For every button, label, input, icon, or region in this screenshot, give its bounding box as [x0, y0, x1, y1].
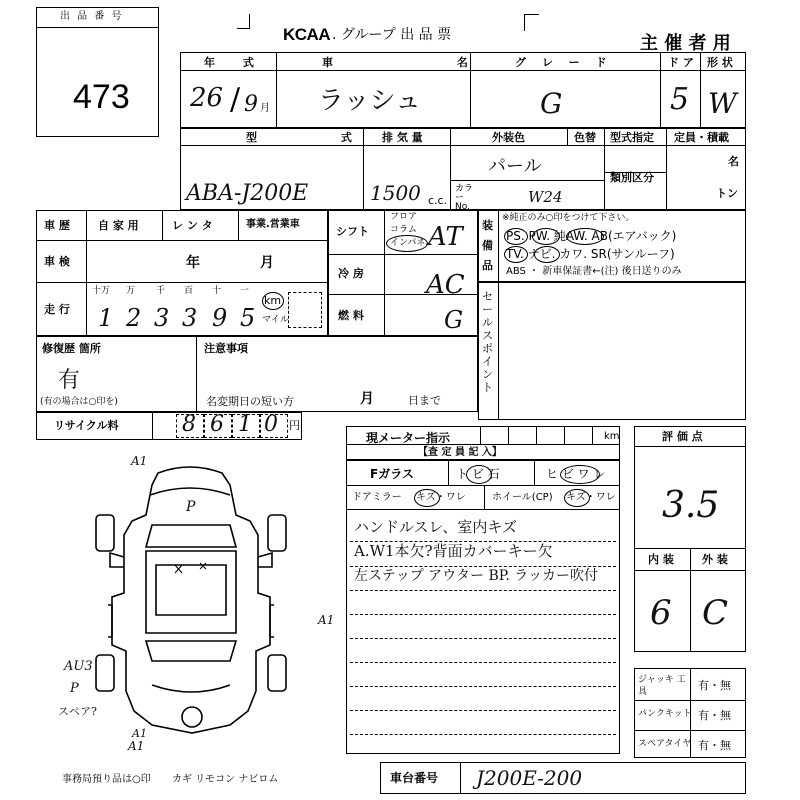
- office-items-note: 事務局預り品は○印: [62, 774, 151, 785]
- fuel-value: G: [444, 306, 464, 334]
- cc-unit: c.c.: [428, 194, 448, 207]
- month-value: 9: [244, 92, 258, 117]
- mileage-dashed-box: [288, 292, 322, 328]
- mileage-label: 走 行: [44, 303, 70, 316]
- equip-circle-navi[interactable]: [534, 246, 560, 263]
- car-name-value: ラッシュ: [318, 86, 421, 116]
- aircon-label: 冷 房: [338, 267, 364, 280]
- wheel-label: ホイール(CP): [492, 492, 553, 503]
- color-change-label: 色替: [574, 131, 596, 144]
- color-value: パール: [488, 156, 542, 177]
- meter-km-unit: km: [604, 431, 620, 442]
- form-title: . グループ 出 品 票: [332, 27, 452, 43]
- kcaa-logo: KCAA: [283, 25, 331, 44]
- equip-circle-pw[interactable]: [532, 228, 560, 245]
- digit-label-100: 百: [184, 286, 194, 296]
- mirror-scratch-circle: [414, 489, 440, 507]
- chassis-value: J200E-200: [476, 766, 583, 790]
- fuel-label: 燃 料: [338, 309, 364, 322]
- recycle-digit-3: 1: [238, 412, 252, 437]
- exterior-label: 外 装: [702, 553, 728, 566]
- equipment-line-1: PS. PW. 純AW. AB(エアバック): [506, 229, 677, 243]
- car-name-label: 車 名: [322, 56, 528, 69]
- door-label: ド ア: [668, 56, 694, 69]
- inspection-year-unit: 年: [186, 255, 200, 271]
- exterior-color-label: 外装色: [492, 131, 525, 144]
- comment-line-3: 左ステップ アウター BP. ラッカー吹付: [354, 568, 598, 584]
- history-label: 車 歴: [44, 219, 70, 232]
- diagram-mark-front-a1: A1: [131, 454, 148, 468]
- glass-chip-opts[interactable]: ト ビ 石: [456, 467, 500, 481]
- equipment-note: ※純正のみ○印をつけて下さい。: [502, 213, 635, 223]
- year-slash: /: [230, 82, 241, 117]
- glass-crack-opts[interactable]: ヒ ビ ワ レ: [546, 467, 606, 481]
- mileage-digit-2: 2: [126, 304, 142, 332]
- lot-number-value: 473: [73, 78, 130, 116]
- shift-value: AT: [428, 222, 463, 252]
- diagram-mark-hood-p: P: [186, 499, 196, 515]
- wheel-opts[interactable]: キズ・ワレ: [566, 492, 616, 503]
- class-label: 類別区分: [610, 171, 654, 184]
- diagram-mark-spare: スペア?: [58, 705, 97, 718]
- recycle-label: リサイクル料: [54, 419, 119, 432]
- interior-label: 内 装: [648, 553, 674, 566]
- repair-note: (有の場合は○印を): [40, 397, 118, 407]
- diagram-mark-rear-a1: A1: [128, 739, 145, 753]
- door-mirror-opts[interactable]: キズ・ワレ: [416, 492, 466, 503]
- tool-jack-opts[interactable]: 有・無: [698, 679, 731, 692]
- lot-number-label: 出 品 番 号: [60, 11, 124, 22]
- repair-value: 有: [58, 368, 81, 393]
- tool-spare-opts[interactable]: 有・無: [698, 739, 731, 752]
- year-value: 26: [190, 83, 224, 113]
- history-private[interactable]: 自 家 用: [98, 219, 139, 232]
- displacement-value: 1500: [370, 181, 421, 205]
- equip-circle-aw[interactable]: [566, 228, 604, 245]
- mileage-digit-1: 1: [98, 304, 114, 332]
- diagram-mark-right-a1: A1: [318, 613, 335, 627]
- mile-unit: マイル: [262, 315, 289, 325]
- tool-jack-label: ジャッキ 工 具: [638, 675, 686, 697]
- repair-label: 修復歴 箇所: [42, 342, 101, 355]
- shape-value: W: [708, 87, 737, 120]
- km-unit: km: [264, 294, 282, 307]
- wheel-scratch-circle: [564, 489, 590, 507]
- shift-label: シフト: [336, 225, 369, 238]
- sales-point-table: [478, 282, 746, 420]
- equipment-line-2: TV. ナビ. カワ. SR(サンルーフ): [506, 247, 675, 261]
- mileage-digit-6: 5: [240, 304, 256, 332]
- shift-selected-circle: [386, 235, 428, 252]
- recycle-digit-2: 6: [210, 412, 224, 437]
- color-no-label: カラー No.: [455, 184, 474, 212]
- capacity-label: 定員・積載: [674, 131, 729, 144]
- shift-floor[interactable]: フロア: [390, 212, 418, 222]
- diagram-mark-left-p: P: [70, 681, 79, 696]
- inspection-label: 車 検: [44, 255, 70, 268]
- notes-label: 注意事項: [204, 342, 248, 355]
- digit-label-1: 一: [240, 286, 250, 296]
- model-type-label: 型 式: [246, 131, 392, 144]
- inspector-header: 【査 定 員 記 入】: [418, 447, 502, 458]
- shape-label: 形 状: [707, 56, 733, 69]
- grade-value: G: [540, 87, 563, 120]
- score-value: 3.5: [662, 485, 720, 526]
- tool-puncture-label: パンクキット: [638, 709, 692, 719]
- equipment-label: 装 備 品: [482, 219, 493, 272]
- digit-label-10: 十: [212, 286, 222, 296]
- door-mirror-label: ドアミラー: [352, 492, 402, 503]
- glass-chip-circle: [466, 465, 492, 484]
- mileage-digit-4: 3: [182, 304, 198, 332]
- chassis-label: 車台番号: [390, 771, 439, 785]
- front-glass-label: Fガラス: [370, 467, 414, 481]
- comment-line-2: A.W1本欠?背面カバーキー欠: [354, 542, 553, 560]
- type-spec-label: 型式指定: [610, 131, 654, 144]
- shift-instpanel[interactable]: インパネ: [390, 238, 426, 248]
- expiry-label: 名変期日の短い方: [206, 395, 294, 408]
- year-label: 年 式: [204, 56, 266, 69]
- sales-point-label: セ ー ル ス ポ イ ン ト: [482, 290, 493, 394]
- digit-label-10k: 万: [126, 286, 136, 296]
- inspection-month-unit: 月: [260, 255, 274, 271]
- exterior-value: C: [702, 593, 729, 633]
- digit-label-1k: 千: [156, 286, 166, 296]
- expiry-month-unit: 月: [360, 391, 374, 407]
- corner-mark-left: [237, 14, 250, 29]
- mileage-digit-3: 3: [154, 304, 170, 332]
- month-unit: 月: [260, 103, 270, 114]
- office-items-list: カギ リモコン ナビロム: [172, 774, 279, 785]
- diagram-mark-au3: AU3: [64, 659, 93, 674]
- organizer-label: 主 催 者 用: [640, 33, 731, 54]
- shift-column[interactable]: コラム: [390, 225, 417, 235]
- model-type-value: ABA-J200E: [186, 181, 309, 206]
- recycle-digit-1: 8: [182, 412, 196, 437]
- tool-puncture-opts[interactable]: 有・無: [698, 709, 731, 722]
- mileage-digit-5: 9: [212, 304, 228, 332]
- expiry-day-unit: 日まで: [408, 394, 441, 407]
- equipment-line-3: ABS ・ 新車保証書←(注) 後日送りのみ: [506, 266, 682, 277]
- interior-value: 6: [650, 593, 672, 633]
- recycle-digit-4: 0: [264, 412, 278, 437]
- door-value: 5: [670, 82, 690, 117]
- meter-label: 現メーター指示: [366, 431, 451, 445]
- grade-label: グ レ ー ド: [515, 56, 613, 69]
- comment-line-1: ハンドルスレ、室内キズ: [354, 518, 518, 536]
- ton-unit: トン: [716, 187, 738, 200]
- tool-spare-label: スペアタイヤ: [638, 739, 692, 749]
- aircon-value: AC: [426, 270, 465, 300]
- equip-circle-ps[interactable]: [504, 228, 528, 245]
- diagram-mark-rear-bumper: A1: [132, 727, 147, 740]
- color-no-value: W24: [528, 188, 563, 206]
- digit-label-100k: 十万: [92, 286, 111, 296]
- glass-crack-circle: [560, 465, 600, 484]
- history-commercial[interactable]: 事業.営業車: [246, 219, 300, 230]
- equip-circle-tv[interactable]: [504, 246, 528, 263]
- recycle-unit: 円: [289, 419, 300, 432]
- displacement-label: 排 気 量: [382, 131, 423, 144]
- history-rental[interactable]: レ ン タ: [172, 219, 213, 232]
- people-unit: 名: [728, 155, 739, 168]
- score-label: 評 価 点: [662, 430, 703, 443]
- corner-mark-right: [524, 14, 539, 31]
